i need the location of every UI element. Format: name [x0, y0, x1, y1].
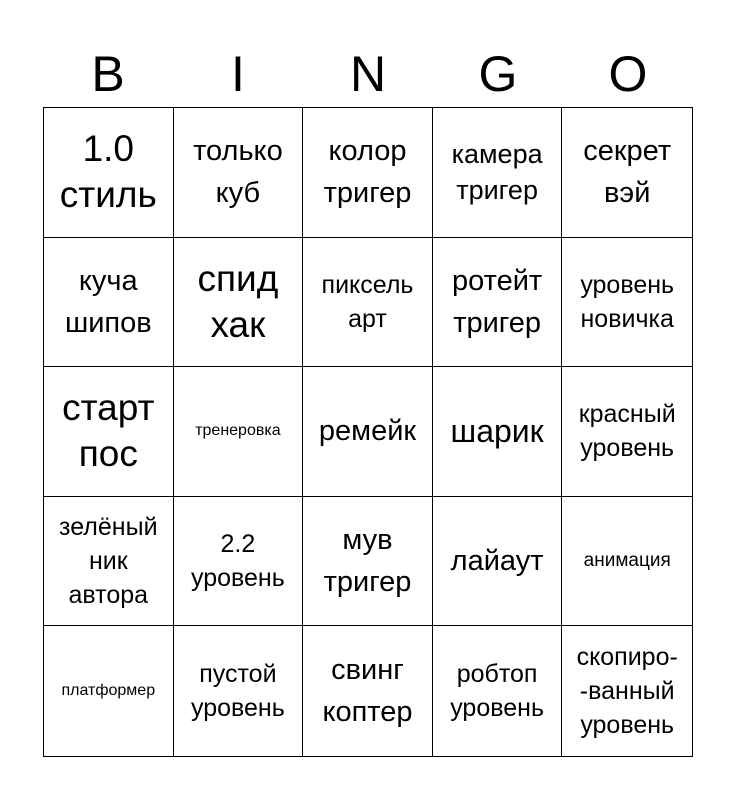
cell-label: свинг коптер — [322, 654, 413, 729]
bingo-cell[interactable] — [44, 497, 174, 627]
cell-label: зелёный ник автора — [59, 513, 158, 610]
bingo-cell[interactable] — [433, 626, 563, 756]
bingo-cell[interactable] — [174, 238, 304, 368]
cell-label: старт пос — [62, 387, 155, 475]
cell-label: спид хак — [197, 257, 279, 345]
cell-label: ремейк — [318, 415, 417, 448]
bingo-cell[interactable] — [433, 108, 563, 238]
header-letter-g: G — [478, 46, 518, 102]
cell-label: пустой уровень — [191, 660, 285, 723]
bingo-cell[interactable] — [433, 238, 563, 368]
cell-label: мув тригер — [323, 524, 412, 599]
bingo-cell[interactable] — [562, 238, 692, 368]
bingo-cell[interactable] — [174, 108, 304, 238]
cell-label: ротейт тригер — [452, 264, 543, 339]
bingo-cell[interactable] — [303, 626, 433, 756]
bingo-cell[interactable] — [44, 238, 174, 368]
cell-label: колор тригер — [323, 135, 412, 210]
bingo-cell[interactable] — [562, 108, 692, 238]
header-letter-o: O — [608, 46, 648, 102]
cell-label: уровень новичка — [580, 270, 675, 333]
cell-label: 1.0 стиль — [59, 128, 157, 216]
bingo-cell[interactable] — [174, 626, 304, 756]
cell-label: красный уровень — [578, 400, 676, 463]
header-letter-b: B — [91, 46, 125, 102]
bingo-cell[interactable] — [303, 367, 433, 497]
cell-label: платформер — [61, 682, 156, 700]
bingo-cell[interactable] — [433, 497, 563, 627]
bingo-cell[interactable] — [303, 238, 433, 368]
bingo-cell[interactable] — [174, 367, 304, 497]
header-letter-n: N — [349, 46, 387, 102]
cell-label: пиксель арт — [321, 270, 414, 333]
cell-label: лайаут — [450, 545, 544, 578]
cell-label: 2.2 уровень — [191, 530, 285, 593]
bingo-cell[interactable] — [562, 367, 692, 497]
bingo-cell[interactable] — [562, 497, 692, 627]
bingo-grid — [43, 107, 693, 757]
cell-label: камера тригер — [451, 139, 543, 206]
cell-label: только куб — [193, 135, 283, 210]
cell-label: шарик — [450, 413, 544, 450]
bingo-cell[interactable] — [303, 497, 433, 627]
bingo-cell[interactable] — [174, 497, 304, 627]
bingo-cell[interactable] — [562, 626, 692, 756]
bingo-cell[interactable] — [44, 626, 174, 756]
bingo-cell[interactable] — [44, 367, 174, 497]
bingo-header — [43, 40, 693, 108]
cell-label: робтоп уровень — [450, 660, 544, 723]
cell-label: секрет вэй — [583, 135, 672, 210]
bingo-cell[interactable] — [433, 367, 563, 497]
cell-label: куча шипов — [64, 264, 152, 339]
bingo-cell[interactable] — [303, 108, 433, 238]
cell-label: тренеровка — [195, 422, 281, 440]
bingo-cell[interactable] — [44, 108, 174, 238]
cell-label: скопиро- -ванный уровень — [576, 643, 678, 740]
cell-label: анимация — [583, 550, 671, 572]
header-letter-i: I — [231, 46, 245, 102]
